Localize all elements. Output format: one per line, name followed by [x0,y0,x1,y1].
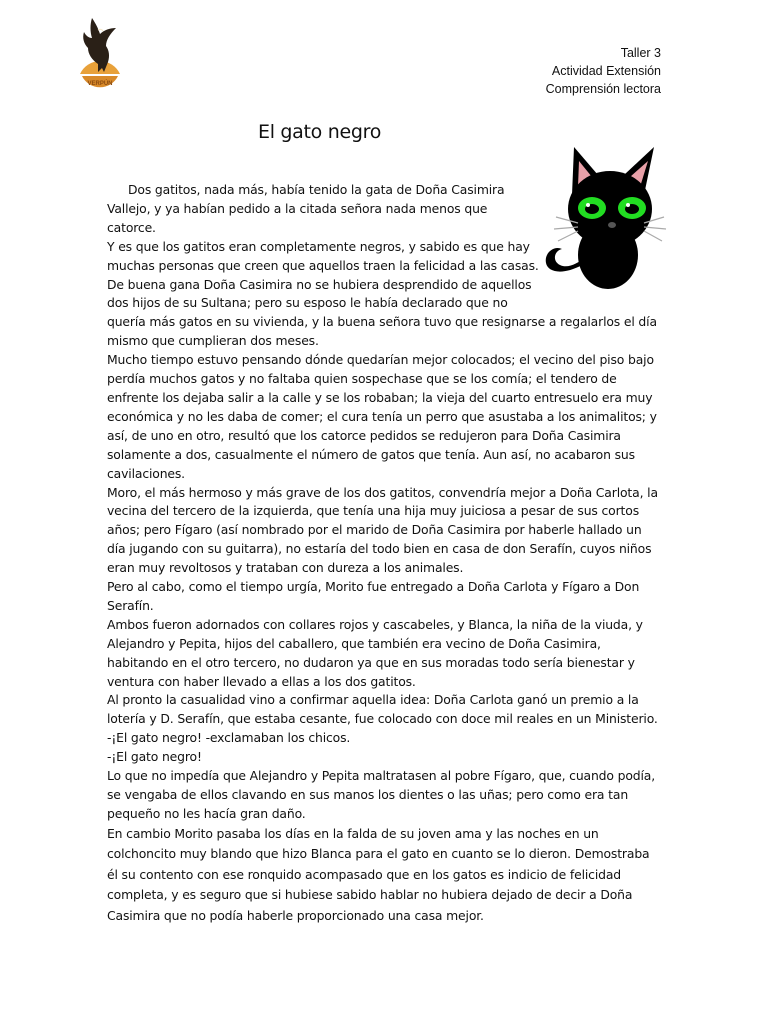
header-subject: Comprensión lectora [545,82,661,96]
document-title: El gato negro [258,121,382,143]
header-activity: Actividad Extensión [551,64,661,78]
story-line: De buena gana Doña Casimira no se hubiera desprendido de aquellos [107,276,532,292]
story-paragraph: Al pronto la casualidad vino a confirmar aquella idea: Doña Carlota ganó un premio a la lotería y D. Serafín, que estaba cesante, fue colocado con doce mil reales en un Ministerio. [107,692,658,727]
story-line: dos hijos de su Sultana; pero su esposo le había declarado que no [107,295,508,311]
story-text [107,181,662,926]
story-line: Dos gatitos, nada más, había tenido la gata de Doña Casimira [128,182,505,197]
story-line: Vallejo, y ya habían pedido a la citada señora nada menos que catorce. [107,200,488,235]
document-header [546,44,661,98]
story-paragraph: Mucho tiempo estuvo pensando dónde quedarían mejor colocados; el vecino del piso bajo perdía muchos gatos y no faltaba quien sospechase que se los comía; el tendero de enfrente los dejaba salir a la calle y se los robaban; la vieja del cuarto entresuelo era muy económica y no les daba de comer; el cura tenía un perro que asustaba a los animalitos; y así, de uno en otro, resultó que los catorce pedidos se redujeron para Doña Casimira solamente a dos, casualmente el número de gatos que tenía. Aun así, no acabaron sus cavilaciones. [107,352,657,481]
story-paragraph: En cambio Morito pasaba los días en la falda de su joven ama y las noches en un colchoncito muy blando que hizo Blanca para el gato en cuanto se lo dieron. Demostraba él su contento con ese ronquido acompasado que en los gatos es indicio de felicidad completa, y es seguro que si hubiese sabido hablar no hubiera dejado de decir a Doña Casimira que no podía haberle proporcionado una casa mejor. [107,825,650,923]
story-paragraph: Pero al cabo, como el tiempo urgía, Morito fue entregado a Doña Carlota y Fígaro a Don Serafín. [107,579,640,613]
story-line: muchas personas que creen que aquellos traen la felicidad a las casas. [107,257,539,273]
story-paragraph: -¡El gato negro! [107,749,202,765]
story-paragraph: quería más gatos en su vivienda, y la buena señora tuvo que resignarse a regalarlos el día mismo que cumplieran dos meses. [107,314,657,349]
story-paragraph: Lo que no impedía que Alejandro y Pepita maltratasen al pobre Fígaro, que, cuando podía, se vengaba de ellos clavando en sus manos los dientes o las uñas; pero como era tan pequeño no les hacía gran daño. [107,768,655,821]
story-line: Y es que los gatitos eran completamente negros, y sabido es que hay [107,238,530,254]
story-paragraph: Ambos fueron adornados con collares rojos y cascabeles, y Blanca, la niña de la viuda, y Alejandro y Pepita, hijos del caballero, que también era vecino de Doña Casimira, habitando en el otro tercero, no dudaron ya que en sus moradas todo sería bienestar y ventura con haber llevado a ellas a los dos gatitos. [107,616,643,689]
story-paragraph: -¡El gato negro! -exclamaban los chicos. [107,730,351,746]
logo-text: VERPÚN [87,81,113,87]
school-logo [76,14,124,88]
story-paragraph: Moro, el más hermoso y más grave de los dos gatitos, convendría mejor a Doña Carlota, la vecina del tercero de la izquierda, que tenía una hija muy juiciosa a pesar de sus cortos años; pero Fígaro (así nombrado por el marido de Doña Casimira por haberle hallado un día jugando con su guitarra), no estaría del todo bien en casa de don Serafín, cuyos niños eran muy revoltosos y trataban con dureza a los animales. [107,484,658,576]
header-workshop: Taller 3 [620,46,661,60]
